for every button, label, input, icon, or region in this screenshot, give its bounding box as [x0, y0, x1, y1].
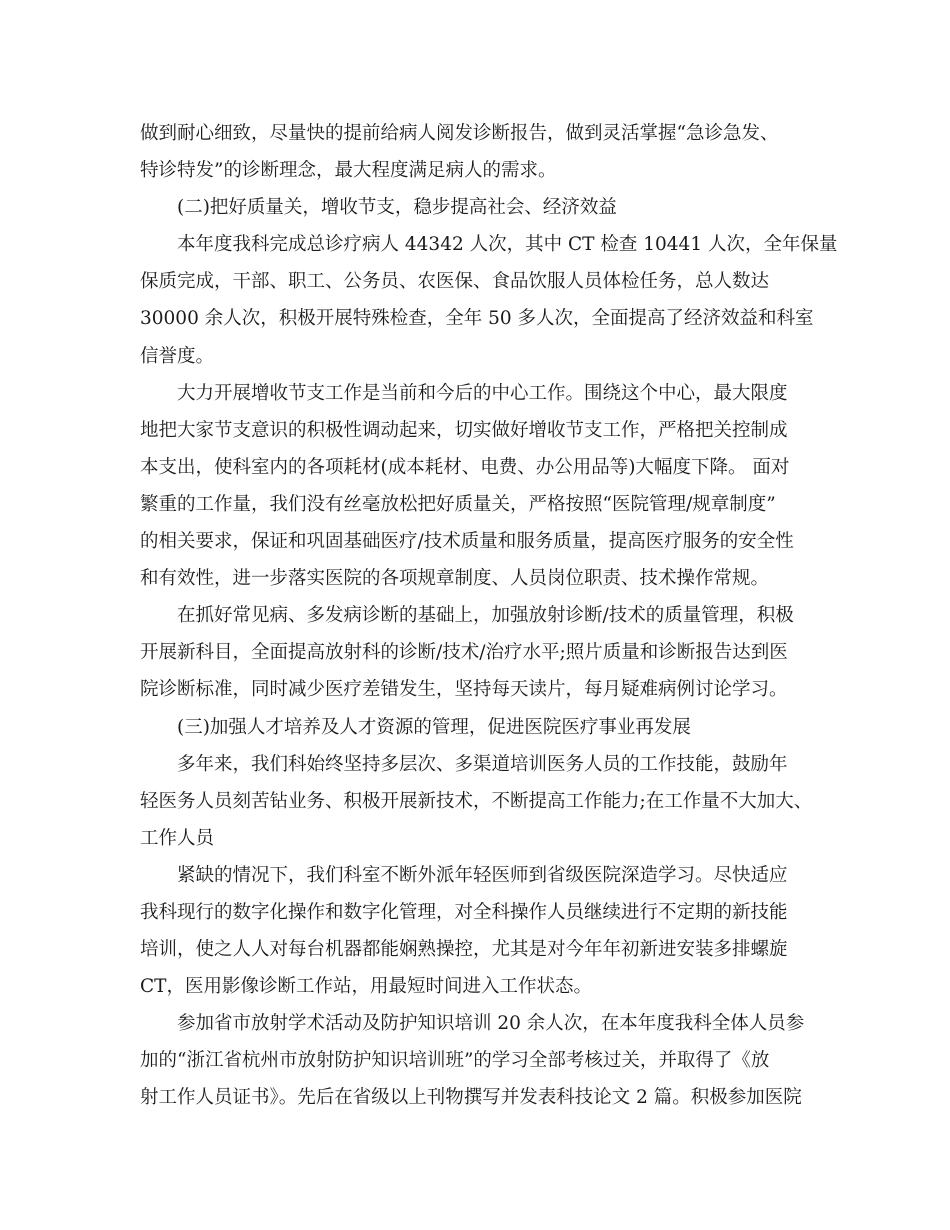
- text-line: 参加省市放射学术活动及防护知识培训 20 余人次，在本年度我科全体人员参: [177, 1013, 805, 1035]
- text-line: 保质完成，干部、职工、公务员、农医保、食品饮服人员体检任务，总人数达: [140, 271, 770, 293]
- text-line: 院诊断标准，同时减少医疗差错发生，坚持每天读片，每月疑难病例讨论学习。: [140, 679, 788, 701]
- text-line: 培训，使之人人对每台机器都能娴熟操控，尤其是对今年年初新进安装多排螺旋: [140, 939, 788, 961]
- text-line: CT，医用影像诊断工作站，用最短时间进入工作状态。: [140, 976, 592, 998]
- document-body: [140, 115, 838, 1117]
- text-line: 加的“浙江省杭州市放射防护知识培训班”的学习全部考核过关，并取得了《放: [140, 1050, 770, 1072]
- text-line: 紧缺的情况下，我们科室不断外派年轻医师到省级医院深造学习。尽快适应: [177, 864, 788, 886]
- text-line: (三)加强人才培养及人才资源的管理，促进医院医疗事业再发展: [177, 716, 691, 738]
- text-line: 繁重的工作量，我们没有丝毫放松把好质量关，严格按照“医院管理/规章制度”: [140, 493, 776, 515]
- text-line: 工作人员: [140, 827, 215, 849]
- text-line: 信誉度。: [140, 345, 215, 367]
- text-line: 30000 余人次，积极开展特殊检查，全年 50 多人次，全面提高了经济效益和科室: [140, 308, 814, 330]
- text-line: (二)把好质量关，增收节支，稳步提高社会、经济效益: [177, 197, 617, 219]
- text-line: 我科现行的数字化操作和数字化管理，对全科操作人员继续进行不定期的新技能: [140, 901, 788, 923]
- text-line: 轻医务人员刻苦钻业务、积极开展新技术，不断提高工作能力;在工作量不大加大、: [140, 790, 813, 812]
- text-line: 本支出，使科室内的各项耗材(成本耗材、电费、办公用品等)大幅度下降。 面对: [140, 456, 790, 478]
- text-line: 多年来，我们科始终坚持多层次、多渠道培训医务人员的工作技能，鼓励年: [177, 753, 788, 775]
- text-line: 和有效性，进一步落实医院的各项规章制度、人员岗位职责、技术操作常规。: [140, 568, 770, 590]
- text-line: 射工作人员证书》。先后在省级以上刊物撰写并发表科技论文 2 篇。积极参加医院: [140, 1087, 802, 1109]
- text-line: 本年度我科完成总诊疗病人 44342 人次，其中 CT 检查 10441 人次，全年保量: [177, 234, 838, 256]
- text-line: 特诊特发”的诊断理念，最大程度满足病人的需求。: [140, 160, 557, 182]
- text-line: 大力开展增收节支工作是当前和今后的中心工作。围绕这个中心，最大限度: [177, 382, 788, 404]
- text-line: 开展新科目，全面提高放射科的诊断/技术/治疗水平;照片质量和诊断报告达到医: [140, 642, 788, 664]
- text-line: 的相关要求，保证和巩固基础医疗/技术质量和服务质量，提高医疗服务的安全性: [140, 531, 794, 553]
- text-line: 在抓好常见病、多发病诊断的基础上，加强放射诊断/技术的质量管理，积极: [177, 605, 794, 627]
- text-line: 地把大家节支意识的积极性调动起来，切实做好增收节支工作，严格把关控制成: [140, 419, 788, 441]
- text-line: 做到耐心细致，尽量快的提前给病人阅发诊断报告，做到灵活掌握“急诊急发、: [140, 123, 779, 144]
